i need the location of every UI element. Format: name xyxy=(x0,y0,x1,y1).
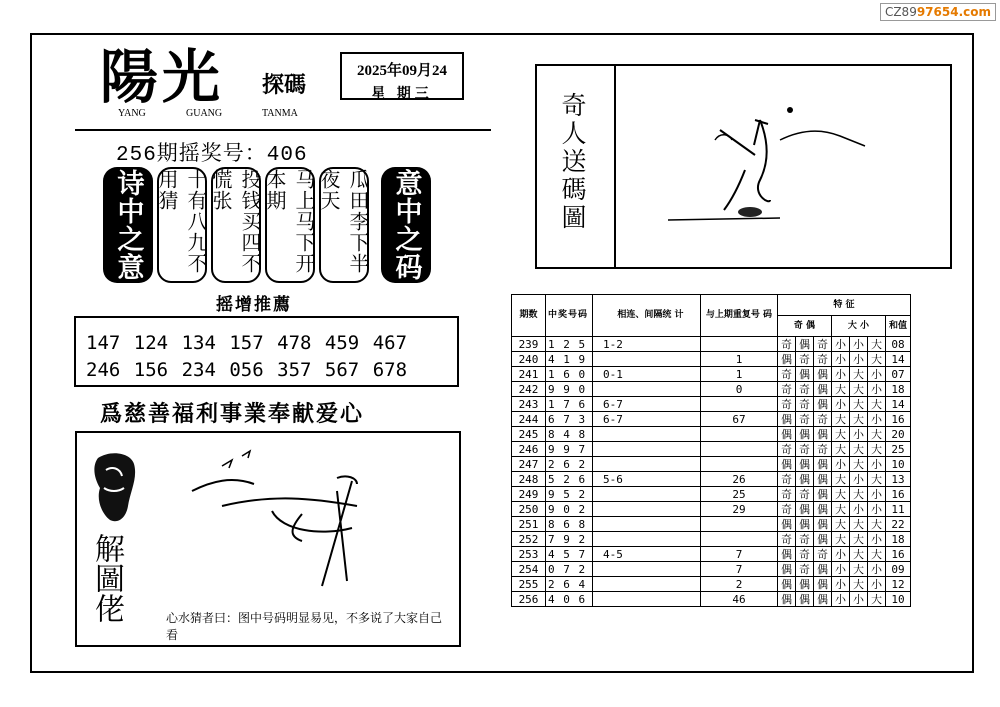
cell-repeat xyxy=(701,457,778,472)
cell-odd-even: 奇 xyxy=(778,532,796,547)
cell-big-small: 大 xyxy=(850,397,868,412)
cell-big-small: 小 xyxy=(832,397,850,412)
cell-issue: 250 xyxy=(512,502,546,517)
cell-issue: 244 xyxy=(512,412,546,427)
cell-big-small: 小 xyxy=(868,412,886,427)
cell-odd-even: 奇 xyxy=(814,442,832,457)
cell-big-small: 大 xyxy=(868,547,886,562)
cell-issue: 249 xyxy=(512,487,546,502)
cell-big-small: 小 xyxy=(868,577,886,592)
cell-big-small: 大 xyxy=(868,472,886,487)
cell-odd-even: 偶 xyxy=(814,532,832,547)
table-body xyxy=(512,337,911,607)
cell-big-small: 小 xyxy=(832,592,850,607)
cell-big-small: 小 xyxy=(868,457,886,472)
cell-sum: 11 xyxy=(886,502,911,517)
cell-big-small: 大 xyxy=(832,382,850,397)
cell-consecutive: 5-6 xyxy=(593,472,701,487)
cell-odd-even: 奇 xyxy=(796,532,814,547)
cell-big-small: 大 xyxy=(850,382,868,397)
character-portrait-image xyxy=(90,448,140,528)
table-row xyxy=(512,547,911,562)
table-row xyxy=(512,577,911,592)
cell-big-small: 大 xyxy=(832,532,850,547)
cell-odd-even: 偶 xyxy=(796,457,814,472)
cell-big-small: 大 xyxy=(850,562,868,577)
numbers-row-1: 147 124 134 157 478 459 467 xyxy=(86,332,408,354)
table-row xyxy=(512,367,911,382)
cell-winning-number: 5 2 6 xyxy=(546,472,593,487)
cell-issue: 248 xyxy=(512,472,546,487)
riddle-note: 心水猜者曰：图中号码明显易见，不多说了大家自己看 xyxy=(166,611,443,642)
cell-big-small: 小 xyxy=(832,547,850,562)
cell-sum: 14 xyxy=(886,397,911,412)
cell-odd-even: 偶 xyxy=(814,562,832,577)
cell-big-small: 大 xyxy=(832,487,850,502)
header-repeat: 与上期重复号 码 xyxy=(701,295,778,337)
cell-issue: 252 xyxy=(512,532,546,547)
cell-consecutive xyxy=(593,382,701,397)
cell-consecutive xyxy=(593,517,701,532)
table-row xyxy=(512,352,911,367)
cell-winning-number: 1 6 0 xyxy=(546,367,593,382)
cell-consecutive xyxy=(593,577,701,592)
cell-winning-number: 2 6 4 xyxy=(546,577,593,592)
numbers-row-2: 246 156 234 056 357 567 678 xyxy=(86,359,408,381)
cell-consecutive xyxy=(593,442,701,457)
cell-sum: 20 xyxy=(886,427,911,442)
brand-roman-1: YANG xyxy=(118,108,146,119)
cell-winning-number: 9 9 0 xyxy=(546,382,593,397)
brand-title: 陽光 xyxy=(100,43,225,111)
cell-issue: 239 xyxy=(512,337,546,352)
table-header-row xyxy=(512,295,911,316)
cell-winning-number: 9 5 2 xyxy=(546,487,593,502)
table-row xyxy=(512,337,911,352)
cell-sum: 10 xyxy=(886,457,911,472)
cell-repeat xyxy=(701,427,778,442)
cell-odd-even: 偶 xyxy=(814,382,832,397)
cell-repeat: 25 xyxy=(701,487,778,502)
cell-odd-even: 奇 xyxy=(778,382,796,397)
cell-odd-even: 奇 xyxy=(796,352,814,367)
cell-big-small: 小 xyxy=(832,562,850,577)
table-row xyxy=(512,517,911,532)
header-issue: 期数 xyxy=(512,295,546,337)
cell-big-small: 大 xyxy=(868,517,886,532)
cell-big-small: 小 xyxy=(850,337,868,352)
cell-repeat: 0 xyxy=(701,382,778,397)
issue-draw-number: 256期摇奖号：406 xyxy=(116,144,308,167)
cell-big-small: 小 xyxy=(850,472,868,487)
table-row xyxy=(512,427,911,442)
date-box xyxy=(340,52,464,100)
cell-odd-even: 奇 xyxy=(814,352,832,367)
cell-odd-even: 偶 xyxy=(796,592,814,607)
cell-big-small: 大 xyxy=(868,442,886,457)
cell-odd-even: 奇 xyxy=(814,337,832,352)
cell-odd-even: 偶 xyxy=(778,352,796,367)
cell-odd-even: 偶 xyxy=(814,367,832,382)
cell-winning-number: 2 6 2 xyxy=(546,457,593,472)
cell-winning-number: 8 4 8 xyxy=(546,427,593,442)
cell-odd-even: 偶 xyxy=(814,502,832,517)
cell-odd-even: 偶 xyxy=(778,547,796,562)
header-big-small: 大 小 xyxy=(832,316,886,337)
cell-odd-even: 奇 xyxy=(778,487,796,502)
cell-issue: 241 xyxy=(512,367,546,382)
header-consecutive: 相连、间隔统 计 xyxy=(593,295,701,337)
cell-odd-even: 偶 xyxy=(814,517,832,532)
brand-roman-2: GUANG xyxy=(186,108,223,119)
cell-big-small: 大 xyxy=(868,337,886,352)
cell-big-small: 小 xyxy=(832,352,850,367)
cell-big-small: 小 xyxy=(832,337,850,352)
cell-winning-number: 1 2 5 xyxy=(546,337,593,352)
cell-issue: 246 xyxy=(512,442,546,457)
cell-sum: 14 xyxy=(886,352,911,367)
cell-odd-even: 奇 xyxy=(796,562,814,577)
cell-winning-number: 8 6 8 xyxy=(546,517,593,532)
gift-panel-divider xyxy=(614,64,616,269)
cell-odd-even: 偶 xyxy=(796,472,814,487)
cell-winning-number: 9 9 7 xyxy=(546,442,593,457)
watermark-prefix: CZ89 xyxy=(884,5,917,19)
cell-odd-even: 偶 xyxy=(796,577,814,592)
cell-repeat: 1 xyxy=(701,367,778,382)
cell-odd-even: 偶 xyxy=(778,457,796,472)
cell-odd-even: 偶 xyxy=(778,427,796,442)
cell-odd-even: 偶 xyxy=(814,397,832,412)
cell-odd-even: 奇 xyxy=(796,382,814,397)
cell-repeat: 7 xyxy=(701,562,778,577)
cell-repeat: 7 xyxy=(701,547,778,562)
cell-issue: 242 xyxy=(512,382,546,397)
cell-big-small: 小 xyxy=(868,382,886,397)
poem-column-1: 十有八九不用猜 xyxy=(157,167,207,283)
cell-sum: 10 xyxy=(886,592,911,607)
cell-odd-even: 奇 xyxy=(814,412,832,427)
table-row xyxy=(512,457,911,472)
cell-big-small: 大 xyxy=(868,592,886,607)
cell-big-small: 大 xyxy=(832,442,850,457)
cell-repeat: 26 xyxy=(701,472,778,487)
cell-consecutive: 6-7 xyxy=(593,397,701,412)
cell-odd-even: 奇 xyxy=(796,442,814,457)
cell-odd-even: 奇 xyxy=(796,547,814,562)
cell-winning-number: 7 9 2 xyxy=(546,532,593,547)
cell-consecutive xyxy=(593,562,701,577)
cell-big-small: 小 xyxy=(832,577,850,592)
cell-sum: 13 xyxy=(886,472,911,487)
table-row xyxy=(512,502,911,517)
cell-odd-even: 奇 xyxy=(814,547,832,562)
cell-issue: 247 xyxy=(512,457,546,472)
cell-repeat xyxy=(701,397,778,412)
cell-odd-even: 奇 xyxy=(778,472,796,487)
cell-odd-even: 偶 xyxy=(796,337,814,352)
cell-big-small: 大 xyxy=(868,427,886,442)
cell-odd-even: 偶 xyxy=(796,517,814,532)
cell-issue: 253 xyxy=(512,547,546,562)
cell-big-small: 大 xyxy=(832,472,850,487)
cell-big-small: 小 xyxy=(868,502,886,517)
cell-big-small: 大 xyxy=(850,412,868,427)
cell-consecutive: 4-5 xyxy=(593,547,701,562)
cell-sum: 22 xyxy=(886,517,911,532)
cell-sum: 25 xyxy=(886,442,911,457)
cell-big-small: 小 xyxy=(832,367,850,382)
cell-sum: 07 xyxy=(886,367,911,382)
table-row xyxy=(512,562,911,577)
cell-odd-even: 偶 xyxy=(778,517,796,532)
cell-repeat: 46 xyxy=(701,592,778,607)
cell-repeat xyxy=(701,517,778,532)
cell-repeat xyxy=(701,532,778,547)
cell-big-small: 小 xyxy=(868,532,886,547)
weekday-line: 星 期三 xyxy=(371,87,433,102)
cell-big-small: 小 xyxy=(868,487,886,502)
recommend-title: 摇增推薦 xyxy=(216,295,292,315)
history-table xyxy=(511,294,911,607)
table-row xyxy=(512,397,911,412)
cell-big-small: 大 xyxy=(832,517,850,532)
charity-slogan: 爲慈善福利事業奉献爱心 xyxy=(100,401,365,427)
cell-odd-even: 偶 xyxy=(778,412,796,427)
cell-consecutive xyxy=(593,427,701,442)
cell-odd-even: 奇 xyxy=(796,397,814,412)
cell-sum: 12 xyxy=(886,577,911,592)
cell-odd-even: 奇 xyxy=(778,367,796,382)
cell-repeat: 2 xyxy=(701,577,778,592)
cell-winning-number: 1 7 6 xyxy=(546,397,593,412)
date-line: 2025年09月24 xyxy=(356,63,447,79)
cell-odd-even: 偶 xyxy=(778,562,796,577)
table-row xyxy=(512,412,911,427)
header-winning: 中奖号码 xyxy=(546,295,593,337)
cell-repeat: 29 xyxy=(701,502,778,517)
cell-odd-even: 偶 xyxy=(778,577,796,592)
cell-odd-even: 偶 xyxy=(814,577,832,592)
recommended-numbers xyxy=(74,316,459,387)
riddle-title: 解圖佬 xyxy=(89,533,124,623)
cell-sum: 16 xyxy=(886,412,911,427)
cell-sum: 09 xyxy=(886,562,911,577)
cell-odd-even: 偶 xyxy=(796,502,814,517)
cell-winning-number: 4 1 9 xyxy=(546,352,593,367)
header-divider xyxy=(75,129,491,131)
cell-big-small: 大 xyxy=(850,517,868,532)
cell-odd-even: 偶 xyxy=(778,592,796,607)
cell-big-small: 大 xyxy=(832,412,850,427)
header-sum: 和值 xyxy=(886,316,911,337)
cell-issue: 256 xyxy=(512,592,546,607)
cell-repeat: 1 xyxy=(701,352,778,367)
header-features: 特 征 xyxy=(778,295,911,316)
cell-big-small: 大 xyxy=(850,547,868,562)
cell-sum: 08 xyxy=(886,337,911,352)
cell-consecutive: 1-2 xyxy=(593,337,701,352)
cell-big-small: 小 xyxy=(850,352,868,367)
cell-big-small: 大 xyxy=(850,577,868,592)
cell-repeat: 67 xyxy=(701,412,778,427)
cell-odd-even: 奇 xyxy=(778,442,796,457)
cell-consecutive xyxy=(593,487,701,502)
site-watermark[interactable] xyxy=(880,3,996,21)
table-row xyxy=(512,487,911,502)
cell-big-small: 小 xyxy=(868,367,886,382)
cell-issue: 240 xyxy=(512,352,546,367)
cell-big-small: 大 xyxy=(868,352,886,367)
header-odd-even: 奇 偶 xyxy=(778,316,832,337)
cell-issue: 245 xyxy=(512,427,546,442)
poem-column-2: 投钱买四不慌张 xyxy=(211,167,261,283)
poem-left-tag: 诗中之意 xyxy=(103,167,153,283)
cell-big-small: 小 xyxy=(850,592,868,607)
cell-big-small: 大 xyxy=(850,487,868,502)
table-row xyxy=(512,592,911,607)
table-row xyxy=(512,442,911,457)
cell-odd-even: 偶 xyxy=(814,457,832,472)
cell-winning-number: 9 0 2 xyxy=(546,502,593,517)
cell-big-small: 小 xyxy=(868,562,886,577)
cell-sum: 18 xyxy=(886,382,911,397)
cell-winning-number: 6 7 3 xyxy=(546,412,593,427)
cell-big-small: 小 xyxy=(850,502,868,517)
watermark-site: 97654.com xyxy=(916,5,991,19)
cell-odd-even: 偶 xyxy=(814,472,832,487)
cell-big-small: 小 xyxy=(832,457,850,472)
cell-big-small: 大 xyxy=(850,457,868,472)
cell-odd-even: 奇 xyxy=(796,487,814,502)
table-row xyxy=(512,472,911,487)
table-row xyxy=(512,532,911,547)
cell-odd-even: 偶 xyxy=(814,592,832,607)
brand-roman-3: TANMA xyxy=(262,108,298,119)
cell-big-small: 小 xyxy=(850,427,868,442)
cell-odd-even: 偶 xyxy=(796,367,814,382)
cell-consecutive: 6-7 xyxy=(593,412,701,427)
cell-big-small: 大 xyxy=(832,502,850,517)
cell-issue: 255 xyxy=(512,577,546,592)
cell-big-small: 大 xyxy=(850,532,868,547)
cell-consecutive: 0-1 xyxy=(593,367,701,382)
cell-odd-even: 奇 xyxy=(778,337,796,352)
cell-odd-even: 偶 xyxy=(796,427,814,442)
cell-consecutive xyxy=(593,502,701,517)
gift-title: 奇人送碼圖 xyxy=(558,92,587,232)
cell-consecutive xyxy=(593,457,701,472)
cell-sum: 16 xyxy=(886,487,911,502)
cell-consecutive xyxy=(593,352,701,367)
cell-sum: 18 xyxy=(886,532,911,547)
cell-issue: 243 xyxy=(512,397,546,412)
cell-consecutive xyxy=(593,532,701,547)
cell-big-small: 大 xyxy=(868,397,886,412)
cell-issue: 251 xyxy=(512,517,546,532)
cell-winning-number: 4 5 7 xyxy=(546,547,593,562)
poem-column-4: 瓜田李下半夜天 xyxy=(319,167,369,283)
riddle-sketch-image xyxy=(162,436,402,596)
cell-big-small: 大 xyxy=(850,367,868,382)
gift-sketch-image xyxy=(660,100,920,230)
cell-consecutive xyxy=(593,592,701,607)
cell-big-small: 大 xyxy=(850,442,868,457)
cell-odd-even: 偶 xyxy=(814,427,832,442)
poem-right-tag: 意中之码 xyxy=(381,167,431,283)
cell-repeat xyxy=(701,337,778,352)
cell-issue: 254 xyxy=(512,562,546,577)
brand-subtitle: 探碼 xyxy=(262,72,307,98)
cell-odd-even: 奇 xyxy=(778,502,796,517)
cell-winning-number: 0 7 2 xyxy=(546,562,593,577)
poem-column-3: 马上马下开本期 xyxy=(265,167,315,283)
table-row xyxy=(512,382,911,397)
cell-odd-even: 奇 xyxy=(796,412,814,427)
cell-odd-even: 偶 xyxy=(814,487,832,502)
cell-winning-number: 4 0 6 xyxy=(546,592,593,607)
cell-repeat xyxy=(701,442,778,457)
cell-sum: 16 xyxy=(886,547,911,562)
cell-odd-even: 奇 xyxy=(778,397,796,412)
cell-big-small: 大 xyxy=(832,427,850,442)
